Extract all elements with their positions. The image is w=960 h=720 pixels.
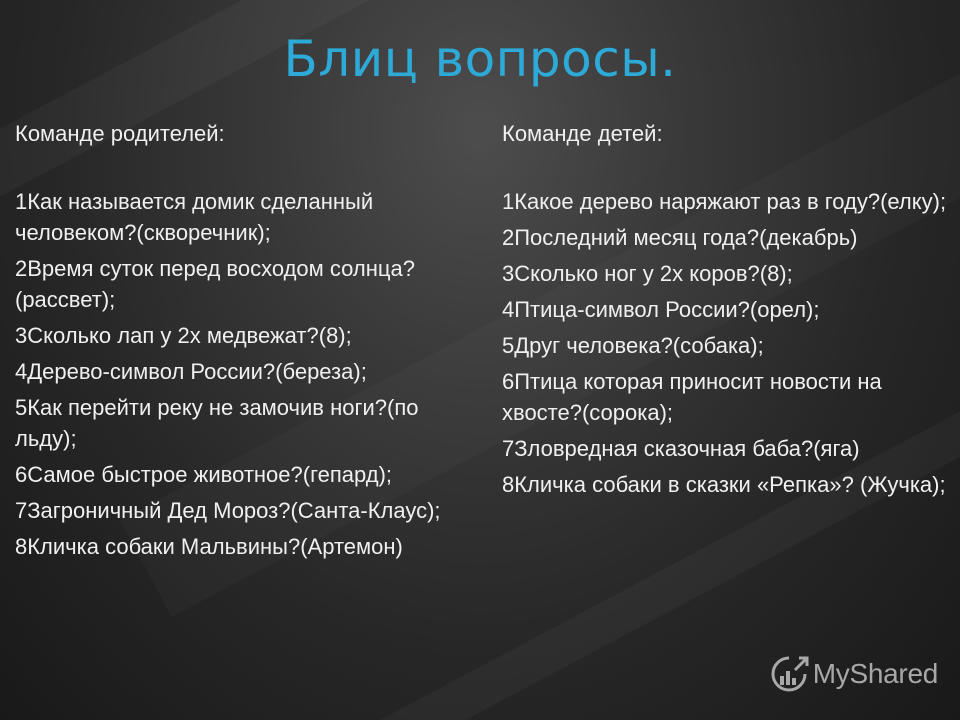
children-heading: Команде детей: [502, 121, 663, 146]
children-question: 1Какое дерево наряжают раз в году?(елку); [502, 189, 947, 214]
children-question: 4Птица-символ России?(орел); [502, 297, 820, 322]
parents-question: 4Дерево-символ России?(береза); [15, 359, 367, 384]
children-question: 3Сколько ног у 2х коров?(8); [502, 261, 793, 286]
children-column [502, 120, 952, 505]
parents-heading: Команде родителей: [15, 121, 225, 146]
parents-column [15, 120, 485, 567]
parents-question: 3Сколько лап у 2х медвежат?(8); [15, 323, 352, 348]
children-question: 6Птица которая приносит новости на хвосте?(сорока); [502, 369, 882, 425]
parents-question: 8Кличка собаки Мальвины?(Артемон) [15, 534, 403, 559]
children-question: 7Зловредная сказочная баба?(яга) [502, 436, 860, 461]
children-question: 5Друг человека?(собака); [502, 333, 764, 358]
parents-question: 5Как перейти реку не замочив ноги?(по льду); [15, 395, 419, 451]
slide-title: Блиц вопросы. [283, 30, 677, 88]
parents-question: 1Как называется домик сделанный человеком?(скворечник); [15, 189, 374, 245]
watermark-text: MyShared [812, 658, 938, 689]
parents-question: 2Время суток перед восходом солнца?(рассвет); [15, 256, 415, 312]
children-question: 8Кличка собаки в сказки «Репка»? (Жучка); [502, 472, 946, 497]
children-question: 2Последний месяц года?(декабрь) [502, 225, 858, 250]
parents-question: 6Самое быстрое животное?(гепард); [15, 462, 393, 487]
myshared-watermark [769, 656, 938, 692]
parents-question: 7Загроничный Дед Мороз?(Санта-Клаус); [15, 498, 441, 523]
myshared-logo-icon [769, 656, 809, 692]
